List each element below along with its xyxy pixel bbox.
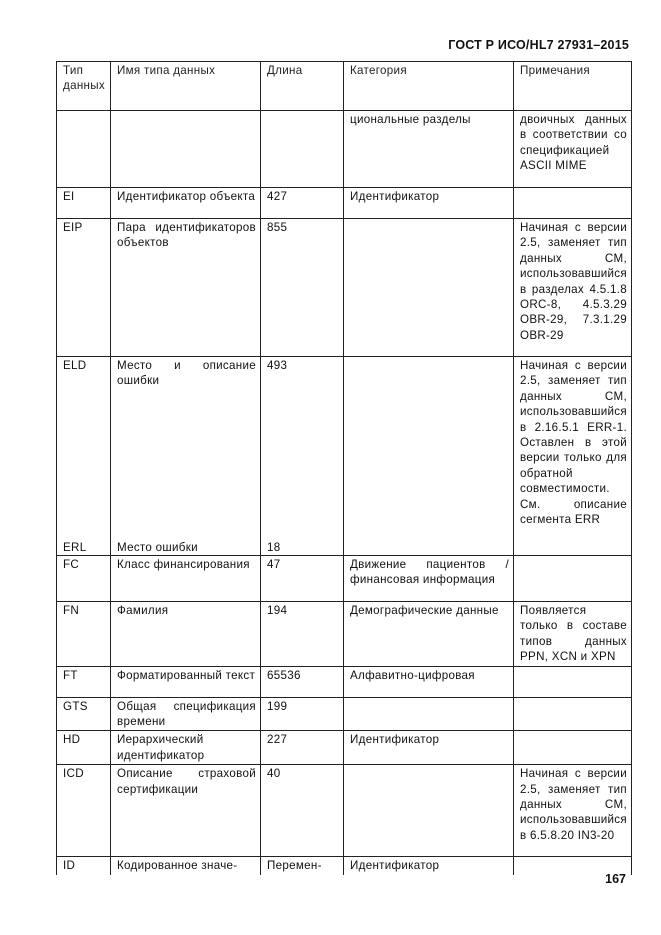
cell-name: Общая спецификация времени: [111, 697, 261, 731]
cell-length: Перемен-: [261, 857, 344, 875]
table-row: [57, 857, 632, 875]
cell-length: 47: [261, 555, 344, 601]
table-row: [57, 601, 632, 666]
cell-length: 40: [261, 765, 344, 857]
cell-notes: Начиная с версии 2.5, заменяет тип данных CM, использовавшийся в разделах 4.5.1.8 ORC-8, 4.5.3.29 OBR-29, 7.3.1.29 OBR-29: [514, 219, 632, 357]
table-row: [57, 765, 632, 857]
cell-name: Класс финансирования: [111, 555, 261, 601]
cell-notes: [514, 188, 632, 219]
cell-code: HD: [57, 731, 111, 765]
column-header-category: Категория: [344, 62, 514, 111]
cell-code: FN: [57, 601, 111, 666]
cell-code: GTS: [57, 697, 111, 731]
cell-name: Идентификатор объекта: [111, 188, 261, 219]
cell-length: 65536: [261, 666, 344, 697]
cell-category: Демографические данные: [344, 601, 514, 666]
table-row: [57, 357, 632, 540]
data-types-table: [56, 61, 632, 875]
cell-code: ID: [57, 857, 111, 875]
column-header-name: Имя типа данных: [111, 62, 261, 111]
cell-category: Движение пациентов /финансовая информация: [344, 555, 514, 601]
table-row: [57, 111, 632, 188]
cell-category: [344, 357, 514, 540]
cell-code: ELD: [57, 357, 111, 540]
column-header-notes: Примечания: [514, 62, 632, 111]
cell-notes: [514, 731, 632, 765]
cell-name: Место ошибки: [111, 540, 261, 556]
cell-notes: Появляется только в составе типов данных PPN, XCN и XPN: [514, 601, 632, 666]
cell-name: Фамилия: [111, 601, 261, 666]
cell-notes: Начиная с версии 2.5, заменяет тип данных CM, использовавшийся в 6.5.8.20 IN3-20: [514, 765, 632, 857]
cell-category: циональные разделы: [344, 111, 514, 188]
table-row: [57, 540, 632, 556]
cell-code: ERL: [57, 540, 111, 556]
cell-name: [111, 111, 261, 188]
cell-code: ICD: [57, 765, 111, 857]
cell-length: 427: [261, 188, 344, 219]
cell-name: Пара идентификаторов объектов: [111, 219, 261, 357]
cell-length: 855: [261, 219, 344, 357]
cell-notes: [514, 540, 632, 556]
cell-category: Алфавитно-цифровая: [344, 666, 514, 697]
column-header-type: Тип данных: [57, 62, 111, 111]
cell-notes: [514, 666, 632, 697]
cell-length: 227: [261, 731, 344, 765]
document-header: ГОСТ Р ИСО/HL7 27931–2015: [448, 38, 629, 52]
cell-name: Форматированный текст: [111, 666, 261, 697]
cell-code: FT: [57, 666, 111, 697]
cell-name: Иерархический идентификатор: [111, 731, 261, 765]
cell-notes: [514, 555, 632, 601]
cell-category: [344, 765, 514, 857]
cell-category: [344, 540, 514, 556]
cell-category: Идентификатор: [344, 188, 514, 219]
cell-code: EIP: [57, 219, 111, 357]
cell-name: Место и описание ошибки: [111, 357, 261, 540]
column-header-length: Длина: [261, 62, 344, 111]
cell-category: Идентификатор: [344, 731, 514, 765]
cell-category: Идентификатор: [344, 857, 514, 875]
page-number: 167: [605, 872, 626, 886]
cell-length: 18: [261, 540, 344, 556]
table-row: [57, 697, 632, 731]
table-row: [57, 188, 632, 219]
cell-category: [344, 697, 514, 731]
table-row: [57, 731, 632, 765]
cell-length: [261, 111, 344, 188]
cell-code: [57, 111, 111, 188]
cell-name: Описание страховой сертификации: [111, 765, 261, 857]
cell-code: EI: [57, 188, 111, 219]
cell-length: 493: [261, 357, 344, 540]
cell-length: 199: [261, 697, 344, 731]
cell-notes: двоичных данных в соответствии со спецификацией ASCII MIME: [514, 111, 632, 188]
table-header-row: [57, 62, 632, 111]
cell-length: 194: [261, 601, 344, 666]
cell-notes: Начиная с версии 2.5, заменяет тип данных CM, использовавшийся в 2.16.5.1 ERR-1. Оставлен в этой версии только для обратной совместимости. См. описание сегмента ERR: [514, 357, 632, 540]
cell-category: [344, 219, 514, 357]
table-row: [57, 666, 632, 697]
table-row: [57, 219, 632, 357]
table-row: [57, 555, 632, 601]
cell-code: FC: [57, 555, 111, 601]
cell-name: Кодированное значе-: [111, 857, 261, 875]
cell-notes: [514, 697, 632, 731]
